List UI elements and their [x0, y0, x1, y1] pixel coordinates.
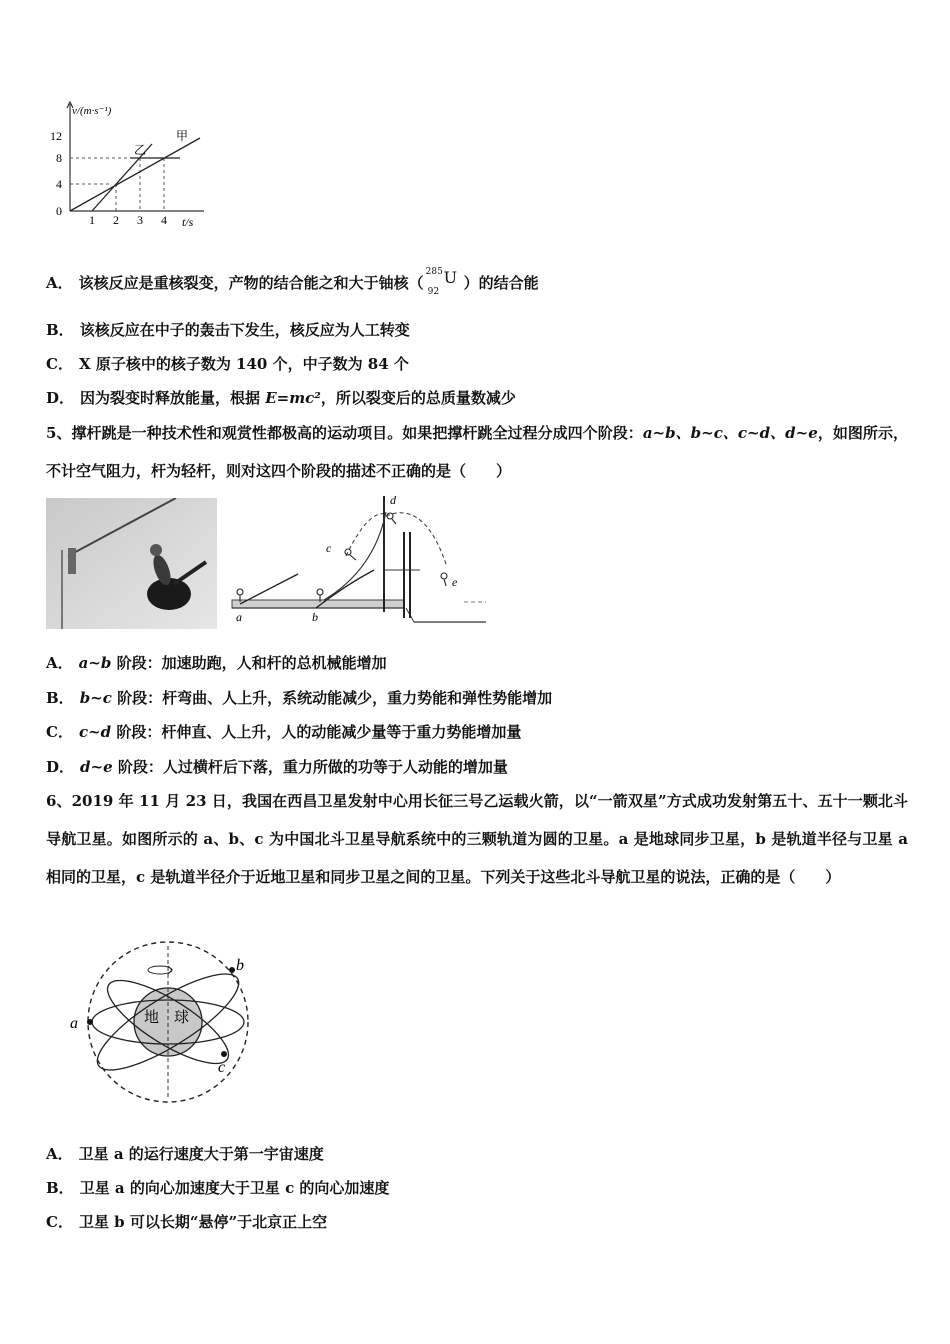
x-axis-label: t/s	[182, 215, 194, 229]
q5-option-b: B． b~c 阶段：杆弯曲、人上升，系统动能减少，重力势能和弹性势能增加	[46, 689, 553, 707]
q5-stem: 5、撑杆跳是一种技术性和观赏性都极高的运动项目。如果把撑杆跳全过程分成四个阶段：a~b、b~c、c~d、d~e，如图所示，不计空气阻力，杆为轻杆，则对这四个阶段的描述不正确的是（ ）	[46, 424, 908, 480]
q4-option-c: C． X 原子核中的核子数为 140 个，中子数为 84 个	[46, 355, 409, 373]
x-tick: 4	[161, 213, 167, 227]
velocity-time-graph	[44, 96, 224, 230]
y-tick: 8	[56, 151, 62, 165]
y-tick: 12	[50, 129, 62, 143]
label-a: a	[70, 1015, 78, 1032]
q5-option-a: A． a~b 阶段：加速助跑，人和杆的总机械能增加	[46, 654, 387, 672]
satellite-a	[87, 1019, 93, 1025]
q6-option-b: B． 卫星 a 的向心加速度大于卫星 c 的向心加速度	[46, 1179, 390, 1197]
label-b: b	[312, 610, 318, 624]
q6-option-a: A． 卫星 a 的运行速度大于第一宇宙速度	[46, 1145, 324, 1163]
q4-option-d: D． 因为裂变时释放能量，根据 E=mc²，所以裂变后的总质量数减少	[46, 389, 516, 407]
label-c: c	[218, 1059, 226, 1076]
label-yi: 乙	[134, 143, 147, 157]
y-tick: 0	[56, 204, 62, 218]
label-b: b	[236, 957, 244, 974]
label-a: a	[236, 610, 242, 624]
earth-label-2: 球	[174, 1010, 190, 1026]
satellite-c	[221, 1051, 227, 1057]
earth-label-1: 地	[144, 1010, 160, 1026]
x-tick: 1	[89, 213, 95, 227]
y-axis-label: v/(m·s⁻¹)	[72, 105, 112, 117]
label-d: d	[390, 493, 396, 507]
y-tick: 4	[56, 177, 62, 191]
label-e: e	[452, 575, 458, 589]
q5-option-d: D． d~e 阶段：人过横杆后下落，重力所做的功等于人动能的增加量	[46, 758, 508, 776]
q6-stem: 6、2019 年 11 月 23 日，我国在西昌卫星发射中心用长征三号乙运载火箭，以“一箭双星”方式成功发射第五十、五十一颗北斗导航卫星。如图所示的 a、b、c 为中国北斗卫星导航系统中的三颗轨道为圆的卫星。a 是地球同步卫星，b 是轨道半径与卫星 a 相同的卫星，c 是轨道半径介于近地卫星和同步卫星之间的卫星。下列关于这些北斗导航卫星的说法，正确的是（ ）	[46, 792, 908, 886]
satellite-b	[229, 967, 235, 973]
x-tick: 2	[113, 213, 119, 227]
q5-option-c: C． c~d 阶段：杆伸直、人上升，人的动能减少量等于重力势能增加量	[46, 723, 522, 741]
pole-vault-photo	[46, 498, 217, 629]
q6-option-c: C． 卫星 b 可以长期“悬停”于北京正上空	[46, 1213, 328, 1231]
pole-vault-diagram	[224, 490, 492, 630]
formula: E=mc²	[265, 389, 321, 407]
x-tick: 3	[137, 213, 143, 227]
label-jia: 甲	[176, 129, 189, 143]
uranium-isotope: 285 92 U	[425, 267, 458, 297]
q4-option-a: A． 该核反应是重核裂变，产物的结合能之和大于铀核（ 285 92 U ）的结合能	[46, 267, 539, 297]
satellite-orbit-diagram	[64, 936, 264, 1112]
q4-option-b: B． 该核反应在中子的轰击下发生，核反应为人工转变	[46, 321, 410, 339]
label-c: c	[326, 541, 332, 555]
